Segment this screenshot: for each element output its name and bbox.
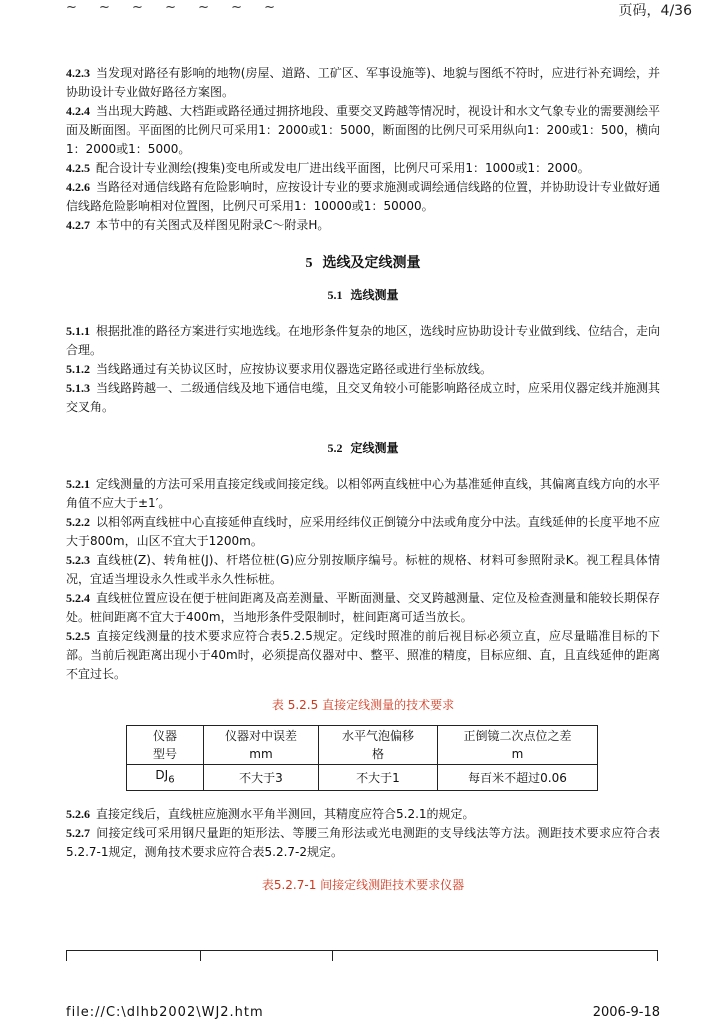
clause-4-2-4: 4.2.4 当出现大跨越、大档距或路径通过拥挤地段、重要交叉跨越等情况时，视设计和水文气象专业的需要测绘平面及断面图。平面图的比例尺可采用1：2000或1：5000，断面图的比例尺可采用纵向1：200或1：500，横向1：2000或1：5000。	[66, 104, 661, 156]
clause-5-2-1: 5.2.1 定线测量的方法可采用直接定线或间接定线。以相邻两直线桩中心为基准延伸直线，其偏离直线方向的水平角值不应大于±1′。	[66, 477, 661, 510]
table-cell-diff: 每百米不超过0.06	[438, 765, 598, 791]
table-5-2-7-1-caption: 表5.2.7-1 间接定线测距技术要求仪器	[261, 878, 465, 893]
chapter-5-title: 5 选线及定线测量	[305, 255, 421, 271]
clause-4-2-6: 4.2.6 当路径对通信线路有危险影响时，应按设计专业的要求施测或调绘通信线路的位置，并协助设计专业做好通信线路危险影响相对位置图，比例尺可采用1：10000或1：50000。	[66, 180, 661, 213]
clause-5-1-2: 5.1.2 当线路通过有关协议区时，应按协议要求用仪器选定路径或进行坐标放线。	[66, 362, 493, 376]
table-cell-instrument: $DJ_6$	[127, 765, 204, 791]
header-decoration: ~ ~ ~ ~ ~ ~ ~	[66, 0, 285, 15]
table-5-2-5-caption: 表 5.2.5 直接定线测量的技术要求	[271, 698, 455, 712]
clause-5-2-6: 5.2.6 直接定线后，直线桩应施测水平角半测回，其精度应符合5.2.1的规定。	[66, 807, 475, 822]
table-divider	[332, 951, 333, 961]
table-cell-bubble: 不大于1	[319, 765, 438, 791]
clause-4-2-3: 4.2.3 当发现对路径有影响的地物(房屋、道路、工矿区、军事设施等)、地貌与图纸不符时，应进行补充调绘，并协助设计专业做好路径方案图。	[66, 66, 660, 99]
clause-5-2-5: 5.2.5 直接定线测量的技术要求应符合表5.2.5规定。定线时照准的前后视目标必须立直，应尽量瞄准目标的下部。当前后视距离出现小于40m时，必须提高仪器对中、整平、照准的精度，目标应细、直，且直线延伸的距离不宜过长。	[66, 629, 660, 681]
clause-5-2-3: 5.2.3 直线桩(Z)、转角桩(J)、杆塔位桩(G)应分别按顺序编号。标桩的规格、材料可参照附录K。视工程具体情况，宜适当埋设永久性或半永久性标桩。	[66, 553, 660, 586]
table-header-cell: 正倒镜二次点位之差 m	[438, 726, 598, 765]
table-5-2-7-1-top-edge	[66, 950, 658, 961]
table-5-2-5	[126, 725, 598, 791]
clause-4-2-7: 4.2.7 本节中的有关图式及样图见附录C～附录H。	[66, 218, 330, 232]
table-divider	[200, 951, 201, 961]
table-divider	[66, 951, 67, 961]
table-header-row	[127, 726, 598, 765]
clause-4-2-5: 4.2.5 配合设计专业测绘(搜集)变电所或发电厂进出线平面图，比例尺可采用1：1000或1：2000。	[66, 161, 590, 175]
clause-5-1-3: 5.1.3 当线路跨越一、二级通信线及地下通信电缆，且交叉角较小可能影响路径成立时，应采用仪器定线并施测其交叉角。	[66, 381, 661, 414]
print-date: 2006-9-18	[592, 1005, 660, 1020]
clause-5-2-7: 5.2.7 间接定线可采用钢尺量距的矩形法、等腰三角形法或光电测距的支导线法等方法。测距技术要求应符合表5.2.7-1规定，测角技术要求应符合表5.2.7-2规定。	[66, 826, 660, 860]
section-5-2-title: 5.2 定线测量	[327, 441, 399, 455]
file-path: file://C:\dlhb2002\WJ2.htm	[66, 1005, 264, 1020]
table-header-cell: 仪器 型号	[127, 726, 204, 765]
table-cell-centering: 不大于3	[204, 765, 319, 791]
table-row	[127, 765, 598, 791]
page-number: 页码，4/36	[618, 3, 692, 19]
clause-5-1-1: 5.1.1 根据批准的路径方案进行实地选线。在地形条件复杂的地区，选线时应协助设计专业做到线、位结合，走向合理。	[66, 324, 661, 357]
section-5-1-title: 5.1 选线测量	[327, 288, 399, 302]
clause-5-2-2: 5.2.2 以相邻两直线桩中心直接延伸直线时，应采用经纬仪正倒镜分中法或角度分中法。直线延伸的长度平地不应大于800m，山区不宜大于1200m。	[66, 515, 661, 548]
table-header-cell: 仪器对中误差 mm	[204, 726, 319, 765]
table-divider	[657, 951, 658, 961]
table-header-cell: 水平气泡偏移 格	[319, 726, 438, 765]
document-body	[66, 64, 660, 905]
clause-5-2-4: 5.2.4 直线桩位置应设在便于桩间距离及高差测量、平断面测量、交叉跨越测量、定位及检查测量和能较长期保存处。桩间距离不宜大于400m，当地形条件受限制时，桩间距离可适当放长。	[66, 591, 661, 624]
